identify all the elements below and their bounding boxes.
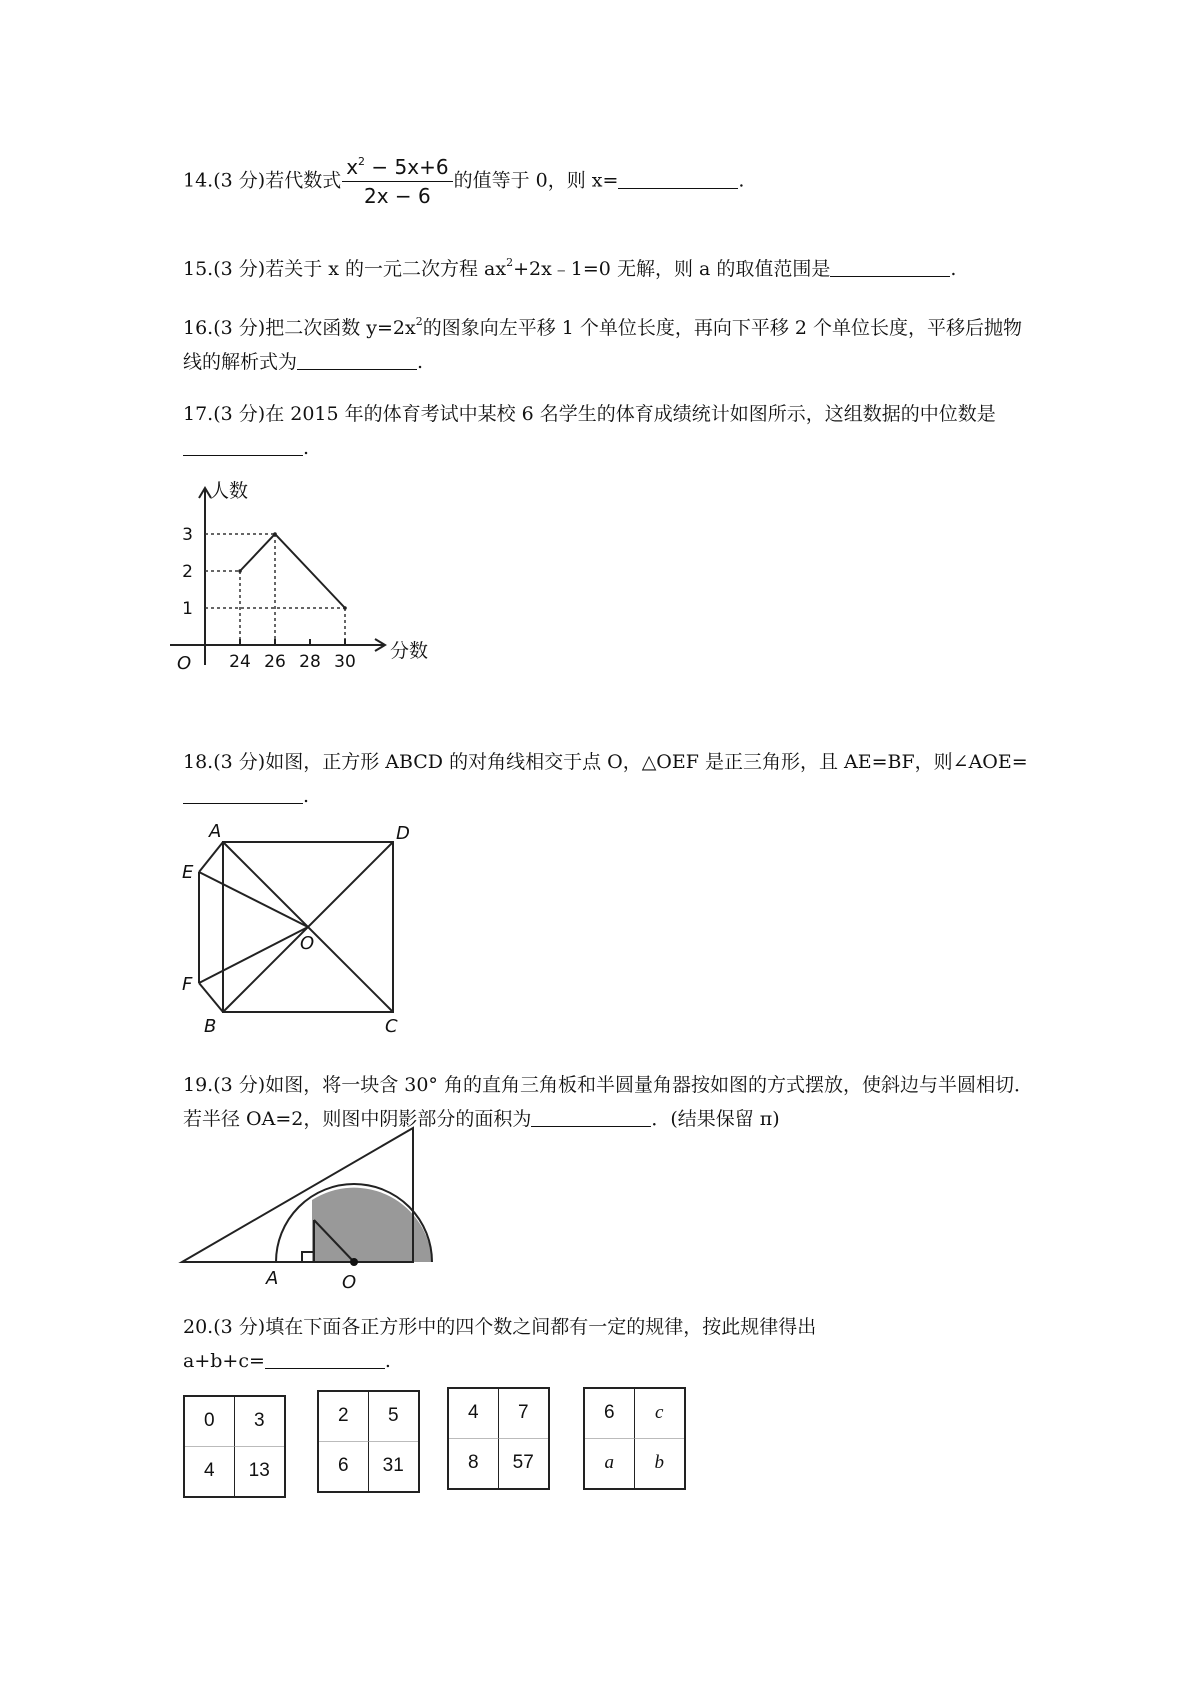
question-text: 的图象向左平移 1 个单位长度，再向下平移 2 个单位长度，平移后抛物线的解析式为	[183, 317, 1023, 373]
question-number: 15.	[183, 258, 214, 280]
line-chart	[170, 480, 470, 710]
label-a: A	[209, 821, 222, 842]
cell: 2	[319, 1392, 369, 1442]
x-axis-label: 分数	[390, 640, 429, 662]
cell: 57	[512, 1452, 534, 1474]
label-f: F	[182, 974, 193, 995]
x-tick-label: 24	[229, 652, 251, 672]
y-tick-label: 2	[182, 562, 193, 582]
question-score: (3 分)	[213, 1316, 266, 1338]
question-number: 14.	[183, 169, 214, 192]
number-square-2	[317, 1390, 420, 1493]
cell: 4	[185, 1447, 235, 1497]
question-14: 14.(3 分)若代数式 $\frac{x^2 - 5x+6}{2x - 6}$ 的值等于 0，则 x= .	[183, 155, 745, 208]
y-axis-label: 人数	[210, 480, 249, 502]
cell: 7	[499, 1389, 549, 1439]
answer-blank[interactable]	[297, 347, 417, 370]
question-18: 18.(3 分)如图，正方形 ABCD 的对角线相交于点 O，△OEF 是正三角形，且 AE=BF，则∠AOE=.	[183, 751, 1028, 807]
label-b: B	[204, 1016, 217, 1037]
answer-blank[interactable]	[183, 781, 303, 804]
question-text: 若关于 x 的一元二次方程 ax	[265, 258, 507, 280]
question-number: 19.	[183, 1074, 214, 1096]
answer-blank[interactable]	[183, 433, 303, 456]
question-number: 18.	[183, 751, 214, 773]
series-line	[240, 534, 345, 608]
number-square-4	[583, 1387, 686, 1490]
cell: 5	[369, 1392, 419, 1442]
data-point	[343, 606, 347, 610]
question-text: 的值等于 0，则 x=	[453, 169, 619, 192]
question-19: 19.(3 分)如图，将一块含 30° 角的直角三角板和半圆量角器按如图的方式摆放，使斜边与半圆相切．若半径 OA=2，则图中阴影部分的面积为 ．(结果保留 π)	[183, 1074, 1033, 1130]
question-number: 16.	[183, 317, 214, 339]
cell: 13	[248, 1460, 270, 1482]
answer-blank[interactable]	[265, 1346, 385, 1369]
question-15: 15.(3 分)若关于 x 的一元二次方程 $ax^2+2x﹣1=0$ 无解，则 a 的取值范围是 .	[183, 256, 957, 280]
fraction-numerator: $x^2 - 5x+6$	[342, 155, 452, 182]
question-score: (3 分)	[213, 403, 266, 425]
cell: b	[654, 1452, 664, 1474]
label-a: A	[266, 1268, 279, 1289]
origin-label: O	[177, 653, 192, 674]
question-score: (3 分)	[213, 1074, 266, 1096]
cell: 0	[185, 1397, 235, 1447]
label-o: O	[342, 1272, 357, 1293]
y-tick-label: 1	[182, 599, 193, 619]
segment-fb	[199, 983, 223, 1012]
segment-oe	[199, 872, 308, 927]
question-text: a+b+c=	[183, 1350, 265, 1372]
answer-blank[interactable]	[531, 1104, 651, 1127]
question-17: 17.(3 分)在 2015 年的体育考试中某校 6 名学生的体育成绩统计如图所示，这组数据的中位数是.	[183, 403, 996, 459]
cell: a	[585, 1439, 635, 1489]
answer-blank[interactable]	[830, 254, 950, 277]
cell: 8	[449, 1439, 499, 1489]
question-text: 如图，正方形 ABCD 的对角线相交于点 O，△OEF 是正三角形，且 AE=BF，则∠AOE=	[265, 751, 1028, 773]
y-tick-label: 3	[182, 525, 193, 545]
data-point	[238, 569, 242, 573]
answer-blank[interactable]	[618, 166, 738, 189]
x-tick-label: 30	[334, 652, 356, 672]
number-square-1	[183, 1395, 286, 1498]
triangle-protractor-diagram	[180, 1120, 440, 1293]
data-point	[273, 532, 277, 536]
question-text: 在 2015 年的体育考试中某校 6 名学生的体育成绩统计如图所示，这组数据的中位数是	[265, 403, 996, 425]
cell: 4	[449, 1389, 499, 1439]
question-text: 如图，将一块含 30° 角的直角三角板和半圆量角器按如图的方式摆放，使斜边与半圆相切．若半径 OA=2，则图中阴影部分的面积为	[183, 1074, 1033, 1130]
question-number: 20.	[183, 1316, 214, 1338]
question-score: (3 分)	[213, 169, 266, 192]
label-o: O	[300, 933, 315, 954]
label-e: E	[182, 862, 194, 883]
question-16: 16.(3 分)把二次函数 $y=2x^2$的图象向左平移 1 个单位长度，再向下平移 2 个单位长度，平移后抛物线的解析式为 .	[183, 315, 1023, 373]
question-text: 填在下面各正方形中的四个数之间都有一定的规律，按此规律得出	[265, 1316, 817, 1338]
cell: 6	[585, 1389, 635, 1439]
cell: c	[635, 1389, 685, 1439]
question-number: 17.	[183, 403, 214, 425]
cell: 6	[319, 1442, 369, 1492]
question-text: +2x﹣1=0 无解，则 a 的取值范围是	[513, 258, 831, 280]
question-text: 把二次函数 y=2x	[265, 317, 416, 339]
square-diagram	[180, 820, 420, 1037]
label-c: C	[385, 1016, 398, 1037]
segment-of	[199, 927, 308, 983]
center-point	[350, 1258, 358, 1266]
question-score: (3 分)	[213, 258, 266, 280]
segment-ae	[199, 842, 223, 872]
question-20: 20.(3 分)填在下面各正方形中的四个数之间都有一定的规律，按此规律得出 a+b+c= .	[183, 1316, 817, 1372]
question-score: (3 分)	[213, 751, 266, 773]
x-tick-label: 26	[264, 652, 286, 672]
x-tick-label: 28	[299, 652, 321, 672]
cell: 31	[382, 1455, 404, 1477]
number-square-3	[447, 1387, 550, 1490]
fraction-denominator: 2x − 6	[364, 184, 431, 208]
cell: 3	[235, 1397, 285, 1447]
question-score: (3 分)	[213, 317, 266, 339]
question-text: 若代数式	[265, 169, 342, 192]
label-d: D	[396, 823, 410, 844]
fraction	[342, 155, 452, 208]
